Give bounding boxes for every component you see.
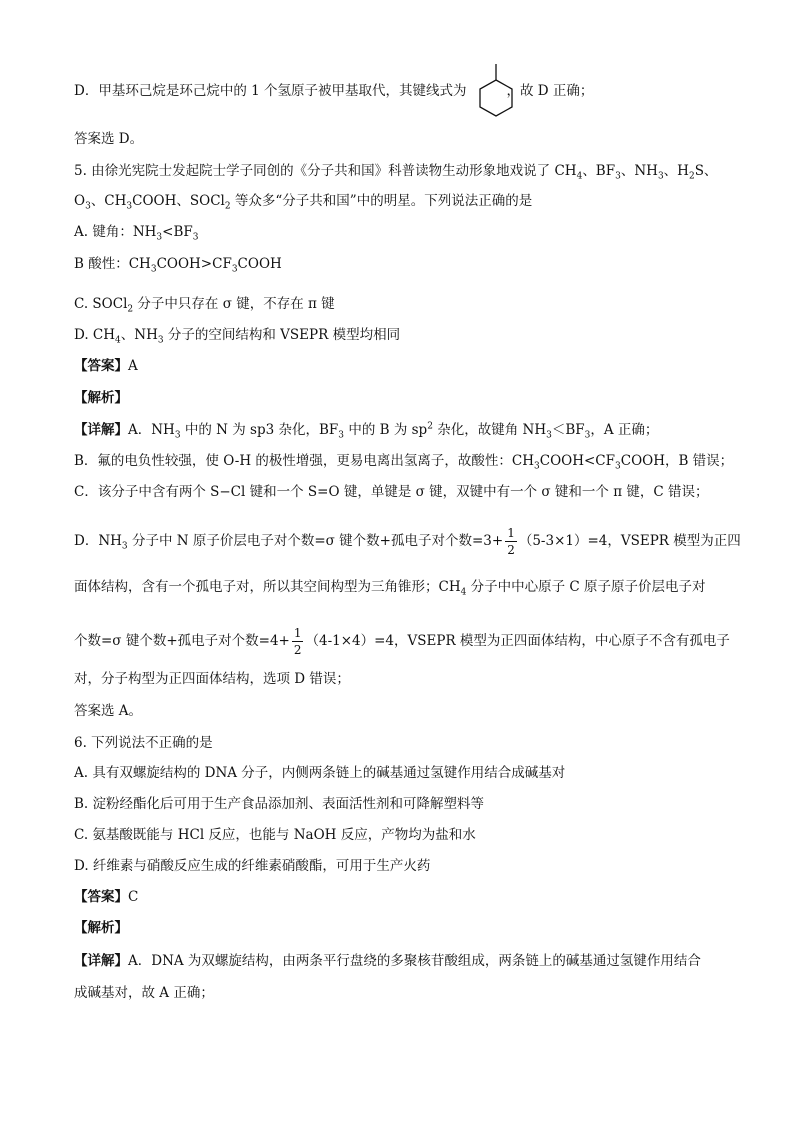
q5-answer-line: 答案选 A。 [74,703,143,719]
q6-analysis-label: 【解析】 [74,920,128,936]
q5-explain-d-line-2: 面体结构，含有一个孤电子对，所以其空间构型为三角锥形；$CH_4$ 分子中中心原子 C 原子原子价层电子对 [74,579,706,598]
methylcyclohexane-structure [476,62,516,120]
q5-explain-a: 【详解】A．$NH_3$ 中的 N 为 sp3 杂化，$BF_3$ 中的 B 为 $sp^2$ 杂化，故键角 $NH_3<BF_3$，A 正确； [74,421,659,441]
q6-stem: 6. 下列说法不正确的是 [74,735,213,751]
q5-option-c: C. SOCl$_2$ 分子中只存在 σ 键，不存在 π 键 [74,296,335,315]
q5-answer: 【答案】A [74,358,138,374]
q6-option-b: B. 淀粉经酯化后可用于生产食品添加剂、表面活性剂和可降解塑料等 [74,796,485,812]
q6-explain-a-line-2: 成碱基对，故 A 正确； [74,985,214,1001]
q5-analysis-label: 【解析】 [74,390,128,406]
q6-option-d: D. 纤维素与硝酸反应生成的纤维素硝酸酯，可用于生产火药 [74,858,431,874]
q5-option-d: D. $CH_4$、$NH_3$ 分子的空间结构和 VSEPR 模型均相同 [74,327,401,346]
q4-option-d-suffix: ，故 D 正确； [506,83,594,99]
q4-answer-line: 答案选 D。 [74,131,144,147]
q5-explain-c: C．该分子中含有两个 S−Cl 键和一个 S=O 键，单键是 σ 键，双键中有一个 σ 键和一个 π 键，C 错误； [74,484,709,500]
q5-explain-d-line-3: 个数=σ 键个数+孤电子对个数=4+ $\frac{1}{2}$ （4-1×4）=4，VSEPR 模型为正四面体结构，中心原子不含有孤电子 [74,626,730,657]
q5-explain-d-line-1: D．$NH_3$ 分子中 N 原子价层电子对个数=σ 键个数+孤电子对个数=3+ $\frac{1}{2}$ （5-3×1）=4，VSEPR 模型为正四 [74,526,741,557]
q5-stem-line-2: $O_3$、$CH_3COOH$、SOCl$_2$ 等众多“分子共和国”中的明星。下列说法正确的是 [74,193,533,212]
q5-option-a: A. 键角：$NH_3<BF_3$ [74,224,199,243]
q6-explain-a-line-1: 【详解】A．DNA 为双螺旋结构，由两条平行盘绕的多聚核苷酸组成，两条链上的碱基通过氢键作用结合 [74,953,701,969]
q6-option-a: A. 具有双螺旋结构的 DNA 分子，内侧两条链上的碱基通过氢键作用结合成碱基对 [74,765,566,781]
fraction-one-half: $\frac{1}{2}$ [507,526,515,557]
q4-option-d-text: D．甲基环己烷是环己烷中的 1 个氢原子被甲基取代，其键线式为 [74,83,467,99]
q5-explain-b: B．氟的电负性较强，使 O-H 的极性增强，更易电离出氢离子，故酸性：$CH_3COOH<CF_3COOH$，B 错误； [74,453,734,472]
q6-option-c: C. 氨基酸既能与 HCl 反应，也能与 NaOH 反应，产物均为盐和水 [74,827,476,843]
q5-option-b: B 酸性：$CH_3COOH>CF_3COOH$ [74,256,282,275]
q5-stem-line-1: 5. 由徐光宪院士发起院士学子同创的《分子共和国》科普读物生动形象地戏说了 $CH_4$、$BF_3$、$NH_3$、$H_2S$、 [74,163,718,182]
q5-explain-d-line-4: 对，分子构型为正四面体结构，选项 D 错误； [74,671,350,687]
fraction-one-half: $\frac{1}{2}$ [293,626,302,657]
q6-answer: 【答案】C [74,889,139,905]
